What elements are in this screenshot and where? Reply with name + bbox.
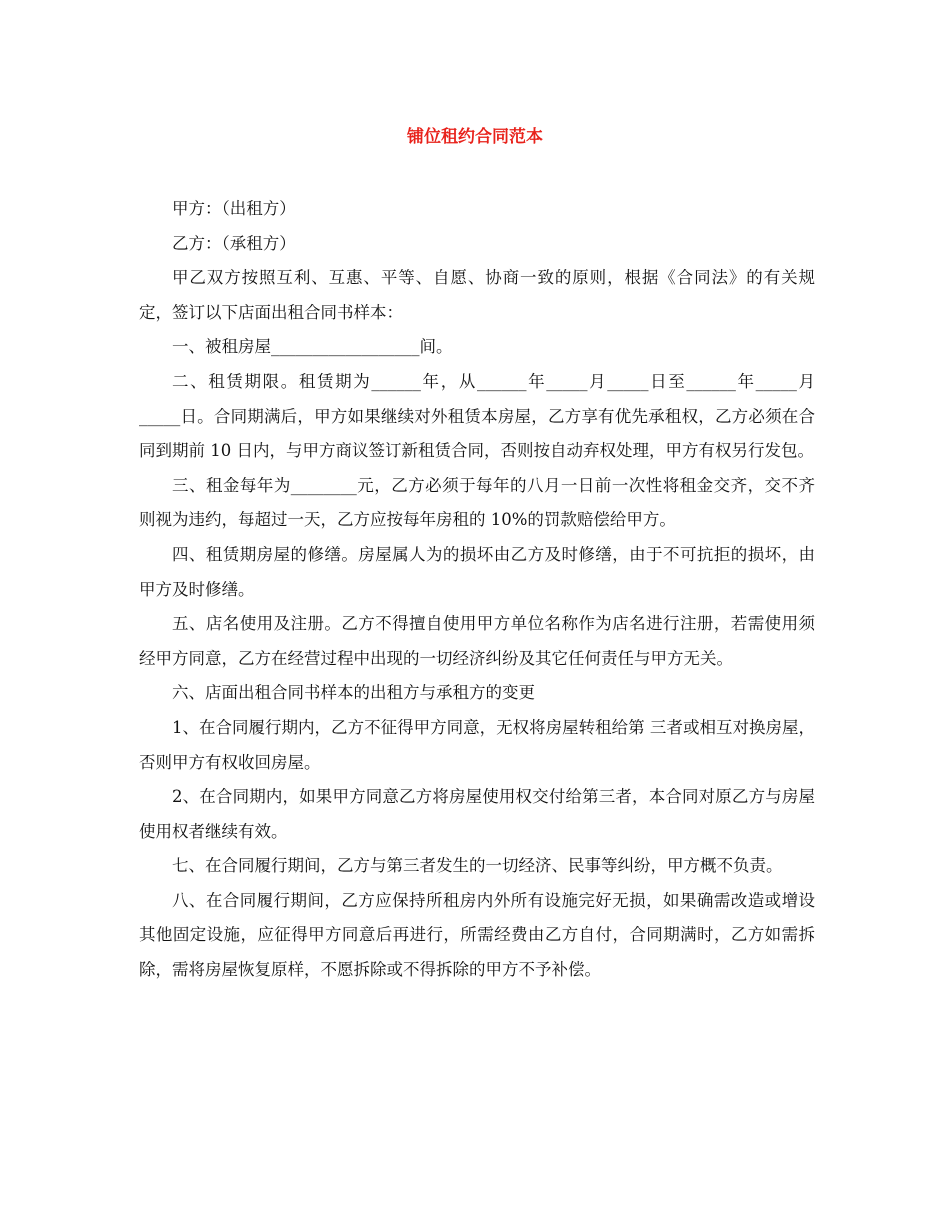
preamble-paragraph: 甲乙双方按照互利、互惠、平等、自愿、协商一致的原则，根据《合同法》的有关规定，签订以下店面出租合同书样本： <box>139 268 815 322</box>
clause-8-facilities: 八、在合同履行期间，乙方应保持所租房内外所有设施完好无损，如果确需改造或增设其他固定设施，应征得甲方同意后再进行，所需经费由乙方自付，合同期满时，乙方如需拆除，需将房屋恢复原样，不愿拆除或不得拆除的甲方不予补偿。 <box>139 890 815 980</box>
party-a-line: 甲方：（出租方） <box>172 199 296 218</box>
clause-6-item-1: 1、在合同履行期内，乙方不征得甲方同意，无权将房屋转租给第 三者或相互对换房屋，否则甲方有权收回房屋。 <box>139 717 815 772</box>
clause-7-disputes: 七、在合同履行期间，乙方与第三者发生的一切经济、民事等纠纷，甲方概不负责。 <box>172 856 783 876</box>
clause-4-repairs: 四、租赁期房屋的修缮。房屋属人为的损坏由乙方及时修缮，由于不可抗拒的损坏，由甲方及时修缮。 <box>139 544 815 599</box>
clause-6-party-change: 六、店面出租合同书样本的出租方与承租方的变更 <box>172 683 535 703</box>
clause-2-lease-term: 二、租赁期限。租赁期为______年，从______年_____月_____日至______年_____月_____日。合同期满后，甲方如果继续对外租赁本房屋，乙方享有优先承租权，乙方必须在合同到期前 10 日内，与甲方商议签订新租赁合同，否则按自动弃权处理，甲方有权另行发包。 <box>139 371 815 461</box>
clause-5-store-name: 五、店名使用及注册。乙方不得擅自使用甲方单位名称作为店名进行注册，若需使用须经甲方同意，乙方在经营过程中出现的一切经济纠纷及其它任何责任与甲方无关。 <box>139 614 815 668</box>
party-b-line: 乙方：（承租方） <box>172 233 296 253</box>
clause-6-item-2: 2、在合同期内，如果甲方同意乙方将房屋使用权交付给第三者，本合同对原乙方与房屋使用权者继续有效。 <box>139 787 815 841</box>
clause-1-leased-premises: 一、被租房屋__________________间。 <box>172 337 453 357</box>
clause-3-rent: 三、租金每年为________元，乙方必须于每年的八月一日前一次性将租金交齐，交不齐则视为违约，每超过一天，乙方应按每年房租的 10%的罚款赔偿给甲方。 <box>139 475 815 530</box>
document-body <box>139 192 815 988</box>
document-title: 铺位租约合同范本 <box>407 127 543 147</box>
